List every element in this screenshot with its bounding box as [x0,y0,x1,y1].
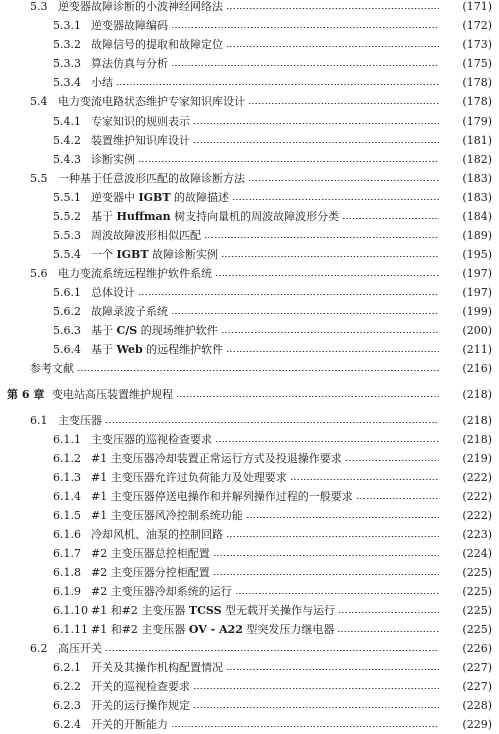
entry-title-text: 参考文献 [30,362,74,375]
entry-title [91,74,113,90]
entry-title-text: #1 主变压器风冷控制系统功能 [91,509,243,522]
entry-title-text: #1 主变压器停送电操作和并解列操作过程的一般要求 [91,490,353,503]
entry-title [91,716,168,732]
toc-subsection-entry[interactable] [0,111,499,131]
entry-title-text: 高压开关 [58,642,102,655]
dot-leader [171,27,439,28]
toc-subsection-entry[interactable] [0,301,499,321]
dot-leader [138,161,439,162]
entry-title-text: #1 和#2 主变压器 [91,623,189,636]
entry-title-text: 电力变流电路状态维护专家知识库设计 [58,95,245,108]
entry-title-term: Huffman [116,210,171,223]
entry-number: 6.1.8 [53,565,81,579]
toc-subsection-entry[interactable] [0,600,499,620]
toc-subsection-entry[interactable] [0,581,499,601]
entry-number: 5.6.4 [53,342,81,356]
entry-number: 5.3.3 [53,56,81,70]
toc-subsection-entry[interactable] [0,15,499,35]
entry-number: 6.2.4 [53,717,81,731]
entry-title [91,697,190,713]
entry-number: 5.4.1 [53,114,81,128]
page-number: (219) [462,451,492,465]
dot-leader [232,199,439,200]
entry-title [91,659,223,675]
page-number: (226) [462,641,492,655]
entry-title [91,469,287,485]
dot-leader [77,370,439,371]
dot-leader [235,593,439,594]
entry-title [91,488,353,504]
entry-title-text: #2 主变压器总控柜配置 [91,547,210,560]
page-number: (195) [462,247,492,261]
entry-title [91,678,190,694]
entry-title-text-rest: 的现场维护软件 [137,324,218,337]
entry-title-text: #1 和#2 主变压器 [91,604,189,617]
entry-number: 5.6.3 [53,323,81,337]
entry-title-text: 逆变器故障编码 [91,19,168,32]
dot-leader [193,688,439,689]
entry-number: 6.2.1 [53,660,81,674]
entry-title-text-rest: 型突发压力继电器 [242,623,335,636]
entry-title [91,450,342,466]
entry-title [91,341,223,357]
page-number: (227) [462,660,492,674]
toc-subsection-entry[interactable] [0,543,499,563]
entry-number: 5.6 [30,266,48,280]
toc-subsection-entry[interactable] [0,53,499,73]
entry-title-text: 装置维护知识库设计 [91,134,190,147]
entry-title [58,412,102,428]
dot-leader [176,396,439,397]
page-number: (225) [462,565,492,579]
entry-title [91,189,229,205]
page-number: (181) [462,133,492,147]
toc-subsection-entry[interactable] [0,486,499,506]
entry-title [30,360,74,376]
dot-leader [356,498,439,499]
toc-subsection-entry[interactable] [0,467,499,487]
toc-subsection-entry[interactable] [0,244,499,264]
entry-title-text: 逆变器中 [91,191,139,204]
page-number: (178) [462,75,492,89]
entry-title [58,265,212,281]
toc-section-entry[interactable] [0,263,499,283]
dot-leader [345,460,439,461]
entry-title [91,526,223,542]
dot-leader [226,669,439,670]
entry-number: 6.1 [30,413,48,427]
toc-subsection-entry[interactable] [0,320,499,340]
dot-leader [248,180,439,181]
page-number: (222) [462,470,492,484]
entry-title-text: 开关及其操作机构配置情况 [91,661,223,674]
toc-subsection-entry[interactable] [0,448,499,468]
entry-title [58,640,102,656]
entry-title-text: #1 主变压器允许过负荷能力及处理要求 [91,471,287,484]
entry-title-text: 基于 [91,324,117,337]
page-number: (179) [462,114,492,128]
dot-leader [105,422,439,423]
entry-title-term: IGBT [138,191,171,204]
dot-leader [213,574,439,575]
entry-number: 5.6.1 [53,285,81,299]
dot-leader [116,84,439,85]
dot-leader [226,8,439,9]
entry-title-text-rest: 的远程维护软件 [142,343,224,356]
entry-title [91,208,339,224]
entry-title [91,17,168,33]
dot-leader [213,555,439,556]
entry-title-text: 主变压器 [58,414,102,427]
dot-leader [226,536,439,537]
page-number: (211) [462,342,492,356]
entry-title-text: 小结 [91,76,113,89]
entry-title [91,113,190,129]
page-number: (197) [462,285,492,299]
dot-leader [248,103,439,104]
entry-number: 6.1.9 [53,584,81,598]
page-number: (182) [462,152,492,166]
page-number: (218) [462,432,492,446]
entry-title-text: 主变压器的巡视检查要求 [91,433,212,446]
entry-title-text: #1 主变压器冷却装置正常运行方式及投退操作要求 [91,452,342,465]
page-number: (171) [462,0,492,13]
toc-subsection-entry[interactable] [0,34,499,54]
entry-number: 5.3.1 [53,18,81,32]
page-number: (229) [462,717,492,731]
page-number: (225) [462,584,492,598]
entry-title [91,583,232,599]
page-number: (225) [462,622,492,636]
toc-chapter-entry[interactable] [0,384,499,404]
entry-title [91,284,135,300]
entry-title [91,507,243,523]
page-number: (189) [462,228,492,242]
entry-title-text: 周波故障波形相似匹配 [91,229,201,242]
entry-number: 5.5 [30,171,48,185]
entry-title [91,322,218,338]
entry-number: 6.1.6 [53,527,81,541]
page-number: (218) [462,413,492,427]
entry-title-text: 基于 [91,210,117,223]
toc-subsection-entry[interactable] [0,72,499,92]
entry-title [58,0,223,14]
dot-leader [338,612,439,613]
entry-number: 6.1.2 [53,451,81,465]
page-number: (199) [462,304,492,318]
entry-title-text-rest: 型无载开关操作与运行 [221,604,336,617]
toc-subsection-entry[interactable] [0,676,499,696]
entry-number: 5.5.3 [53,228,81,242]
dot-leader [290,479,439,480]
entry-number: 5.4.3 [53,152,81,166]
entry-title-term: IGBT [116,248,149,261]
page-number: (178) [462,94,492,108]
entry-number: 5.5.1 [53,190,81,204]
entry-title-text: #2 主变压器分控柜配置 [91,566,210,579]
dot-leader [204,237,439,238]
dot-leader [337,631,439,632]
entry-number: 第 6 章 [7,388,45,401]
toc-subsection-entry[interactable] [0,562,499,582]
page-number: (173) [462,37,492,51]
entry-title [91,227,201,243]
dot-leader [105,650,439,651]
entry-number: 6.1.3 [53,470,81,484]
dot-leader [193,123,439,124]
dot-leader [215,275,439,276]
entry-title-text: 开关的巡视检查要求 [91,680,190,693]
page-number: (228) [462,698,492,712]
toc-references-entry[interactable] [0,358,499,378]
entry-number: 5.3.2 [53,37,81,51]
page-number: (184) [462,209,492,223]
entry-title-term: C/S [116,324,138,337]
entry-number: 6.2 [30,641,48,655]
toc-subsection-entry[interactable] [0,524,499,544]
page-number: (218) [462,387,492,401]
toc-subsection-entry[interactable] [0,225,499,245]
entry-title-term: Web [116,343,143,356]
entry-number: 6.1.10 [53,603,88,617]
entry-title [91,602,335,618]
page-number: (222) [462,508,492,522]
entry-title-text: 电力变流系统远程维护软件系统 [58,267,212,280]
toc-section-entry[interactable] [0,91,499,111]
toc-subsection-entry[interactable] [0,505,499,525]
page-number: (172) [462,18,492,32]
entry-title [91,564,210,580]
entry-title [52,386,173,402]
toc-section-entry[interactable] [0,410,499,430]
entry-title-text: #2 主变压器冷却系统的运行 [91,585,232,598]
entry-title-text: 一种基于任意波形匹配的故障诊断方法 [58,172,245,185]
toc-subsection-entry[interactable] [0,429,499,449]
page-number: (216) [462,361,492,375]
toc-subsection-entry[interactable] [0,619,499,639]
entry-title-text: 专家知识的规则表示 [91,115,190,128]
toc-section-entry[interactable] [0,638,499,658]
page-number: (183) [462,190,492,204]
entry-number: 6.1.1 [53,432,81,446]
toc-subsection-entry[interactable] [0,149,499,169]
dot-leader [138,294,439,295]
entry-title [91,36,223,52]
toc-subsection-entry[interactable] [0,282,499,302]
entry-number: 5.6.2 [53,304,81,318]
page-number: (197) [462,266,492,280]
toc-subsection-entry[interactable] [0,206,499,226]
entry-title [91,55,168,71]
toc-subsection-entry[interactable] [0,339,499,359]
dot-leader [226,351,439,352]
entry-title [91,431,212,447]
entry-title [91,545,210,561]
toc-section-entry[interactable] [0,168,499,188]
entry-title-text: 逆变器故障诊断的小波神经网络法 [58,0,223,13]
entry-title-text-rest: 的故障描述 [170,191,230,204]
dot-leader [171,65,439,66]
dot-leader [221,256,439,257]
entry-number: 6.1.7 [53,546,81,560]
entry-number: 5.4 [30,94,48,108]
entry-title-term: TCSS [188,604,222,617]
page-number: (200) [462,323,492,337]
entry-title-text: 开关的开断能力 [91,718,168,731]
entry-number: 6.1.4 [53,489,81,503]
toc-section-entry[interactable] [0,0,499,16]
entry-title-text: 总体设计 [91,286,135,299]
dot-leader [226,46,439,47]
entry-title [91,132,190,148]
entry-number: 6.1.5 [53,508,81,522]
entry-title-text: 故障信号的提取和故障定位 [91,38,223,51]
entry-number: 5.5.2 [53,209,81,223]
entry-title [91,246,218,262]
dot-leader [246,517,439,518]
entry-number: 6.1.11 [53,622,88,636]
dot-leader [215,441,439,442]
entry-title [91,151,135,167]
dot-leader [193,142,439,143]
toc-subsection-entry[interactable] [0,714,499,734]
dot-leader [193,707,439,708]
entry-title-text: 基于 [91,343,117,356]
entry-number: 6.2.2 [53,679,81,693]
entry-title-text: 冷却风机、油泵的控制回路 [91,528,223,541]
entry-title [91,621,334,637]
page-number: (224) [462,546,492,560]
entry-title-text-rest: 树支持向量机的周波故障波形分类 [170,210,340,223]
entry-number: 5.3.4 [53,75,81,89]
toc-subsection-entry[interactable] [0,657,499,677]
entry-title-text: 开关的运行操作规定 [91,699,190,712]
page-number: (227) [462,679,492,693]
toc-subsection-entry[interactable] [0,130,499,150]
dot-leader [342,218,439,219]
entry-title [58,93,245,109]
entry-number: 6.2.3 [53,698,81,712]
toc-subsection-entry[interactable] [0,187,499,207]
entry-title [91,303,168,319]
entry-number: 5.4.2 [53,133,81,147]
page-number: (225) [462,603,492,617]
entry-title-text: 诊断实例 [91,153,135,166]
entry-title-text: 算法仿真与分析 [91,57,168,70]
entry-title-text: 变电站高压装置维护规程 [52,388,173,401]
entry-title-text: 一个 [91,248,117,261]
entry-title-term: OV - A22 [188,623,243,636]
page-number: (223) [462,527,492,541]
entry-number: 5.3 [30,0,48,13]
dot-leader [221,332,439,333]
page-number: (222) [462,489,492,503]
entry-title [58,170,245,186]
entry-title-text-rest: 故障诊断实例 [148,248,219,261]
toc-subsection-entry[interactable] [0,695,499,715]
entry-number: 5.5.4 [53,247,81,261]
page-number: (175) [462,56,492,70]
page-number: (183) [462,171,492,185]
entry-title-text: 故障录波子系统 [91,305,168,318]
dot-leader [171,313,439,314]
dot-leader [171,726,439,727]
